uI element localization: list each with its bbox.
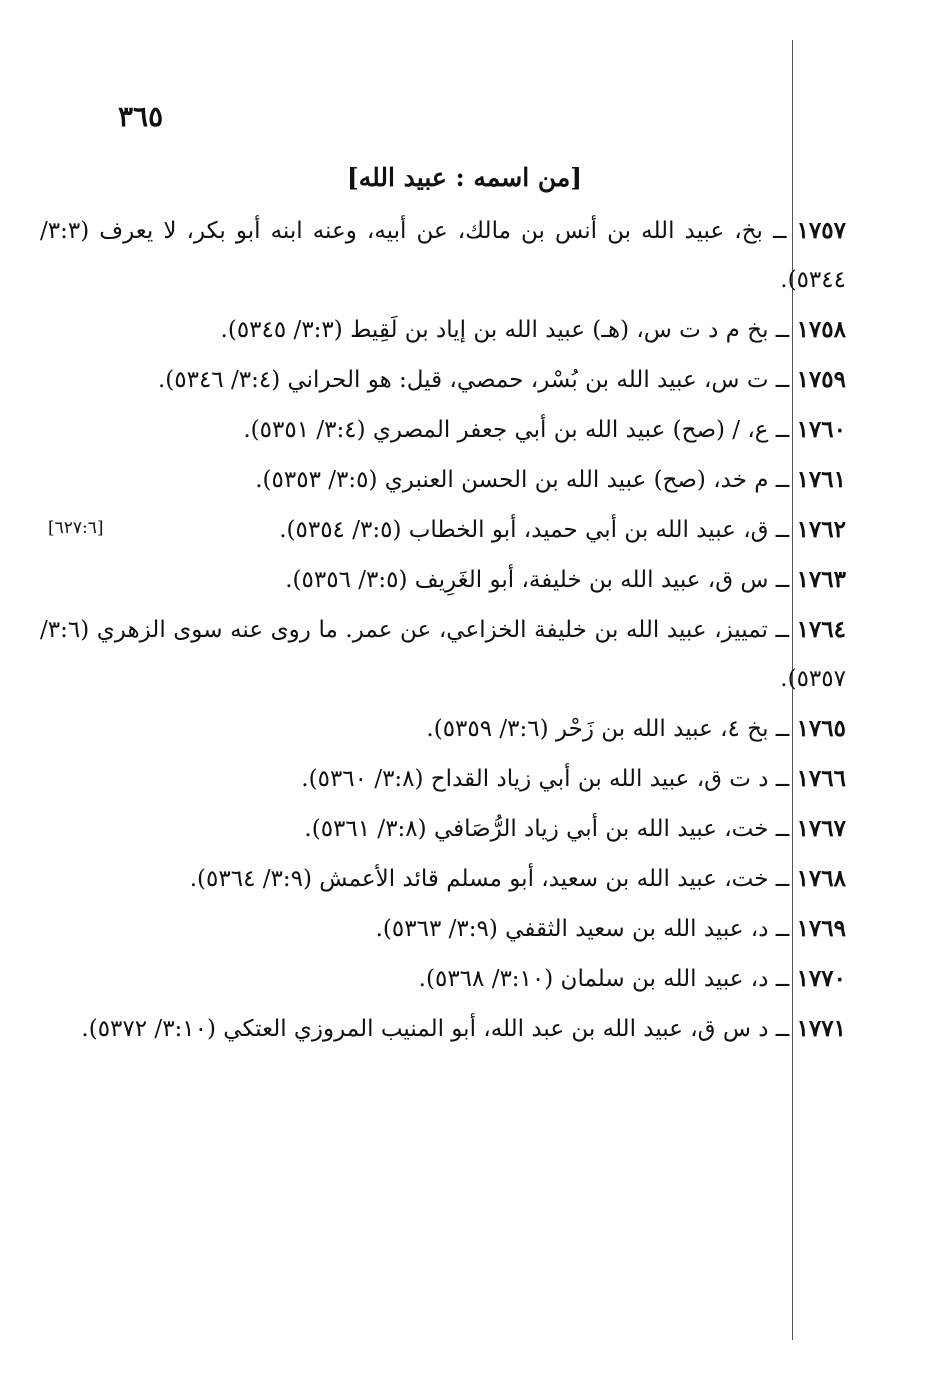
entry-1770	[40, 954, 846, 1004]
page-number: ٣٦٥	[118, 100, 164, 133]
entries-list	[40, 206, 846, 1054]
entry-text: ــ ع، / (صح) عبيد الله بن أبي جعفر المصري (٣:٤/ ٥٣٥١).	[243, 417, 797, 443]
entry-1760	[40, 405, 846, 455]
entry-number: ١٧٦٩	[796, 915, 846, 942]
entry-1762	[40, 505, 846, 555]
entry-number: ١٧٦١	[796, 466, 846, 493]
entry-1759	[40, 355, 846, 405]
entry-text: ــ د ت ق، عبيد الله بن أبي زياد القداح (٣:٨/ ٥٣٦٠).	[301, 766, 797, 792]
entry-number: ١٧٥٧	[796, 217, 846, 244]
entry-1757	[40, 206, 846, 305]
entry-text: ــ ت س، عبيد الله بن بُسْر، حمصي، قيل: هو الحراني (٣:٤/ ٥٣٤٦).	[157, 367, 797, 393]
entry-number: ١٧٥٨	[796, 316, 846, 343]
entry-number: ١٧٦٠	[796, 416, 846, 443]
entry-1761	[40, 455, 846, 505]
entry-text: ــ د، عبيد الله بن سلمان (٣:١٠/ ٥٣٦٨).	[418, 966, 797, 992]
entry-1763	[40, 555, 846, 605]
entry-1767	[40, 804, 846, 854]
entry-text: ــ د، عبيد الله بن سعيد الثقفي (٣:٩/ ٥٣٦٣).	[375, 916, 797, 942]
entry-number: ١٧٦٤	[796, 616, 846, 643]
entry-1758	[40, 305, 846, 355]
entry-number: ١٧٧٠	[796, 965, 846, 992]
entry-1769	[40, 904, 846, 954]
entry-number: ١٧٦٣	[796, 566, 846, 593]
entry-1766	[40, 754, 846, 804]
entry-text: ــ تمييز، عبيد الله بن خليفة الخزاعي، عن عمر. ما روى عنه سوى الزهري (٣:٦/ ٥٣٥٧).	[40, 617, 846, 692]
entry-text: ــ م خد، (صح) عبيد الله بن الحسن العنبري (٣:٥/ ٥٣٥٣).	[255, 467, 797, 493]
entry-text: ــ بخ، عبيد الله بن أنس بن مالك، عن أبيه، وعنه ابنه أبو بكر، لا يعرف (٣:٣/ ٥٣٤٤).	[40, 218, 846, 293]
entry-text: ــ خت، عبيد الله بن سعيد، أبو مسلم قائد الأعمش (٣:٩/ ٥٣٦٤).	[189, 866, 797, 892]
entry-1765	[40, 704, 846, 754]
entry-1768	[40, 854, 846, 904]
entry-text: ــ بخ م د ت س، (هـ) عبيد الله بن إياد بن لَقِيط (٣:٣/ ٥٣٤٥).	[220, 317, 797, 343]
entry-number: ١٧٦٦	[796, 765, 846, 792]
section-heading: [من اسمه : عبيد الله]	[346, 163, 583, 192]
entry-number: ١٧٦٥	[796, 715, 846, 742]
entry-text: ــ ق، عبيد الله بن أبي حميد، أبو الخطاب (٣:٥/ ٥٣٥٤).	[279, 517, 797, 543]
margin-reference-note: [٦٢٧:٦]	[48, 518, 104, 538]
entry-number: ١٧٦٢	[796, 516, 846, 543]
entry-number: ١٧٦٨	[796, 865, 846, 892]
entry-number: ١٧٦٧	[796, 815, 846, 842]
entry-text: ــ بخ ٤، عبيد الله بن زَحْر (٣:٦/ ٥٣٥٩).	[426, 716, 797, 742]
entry-text: ــ د س ق، عبيد الله بن عبد الله، أبو المنيب المروزي العتكي (٣:١٠/ ٥٣٧٢).	[81, 1016, 797, 1042]
entry-text: ــ س ق، عبيد الله بن خليفة، أبو الغَرِيف (٣:٥/ ٥٣٥٦).	[285, 567, 797, 593]
entry-number: ١٧٧١	[796, 1015, 846, 1042]
entry-1764	[40, 605, 846, 704]
entry-text: ــ خت، عبيد الله بن أبي زياد الرُّصَافي (٣:٨/ ٥٣٦١).	[304, 816, 797, 842]
entry-number: ١٧٥٩	[796, 366, 846, 393]
entry-1771	[40, 1004, 846, 1054]
